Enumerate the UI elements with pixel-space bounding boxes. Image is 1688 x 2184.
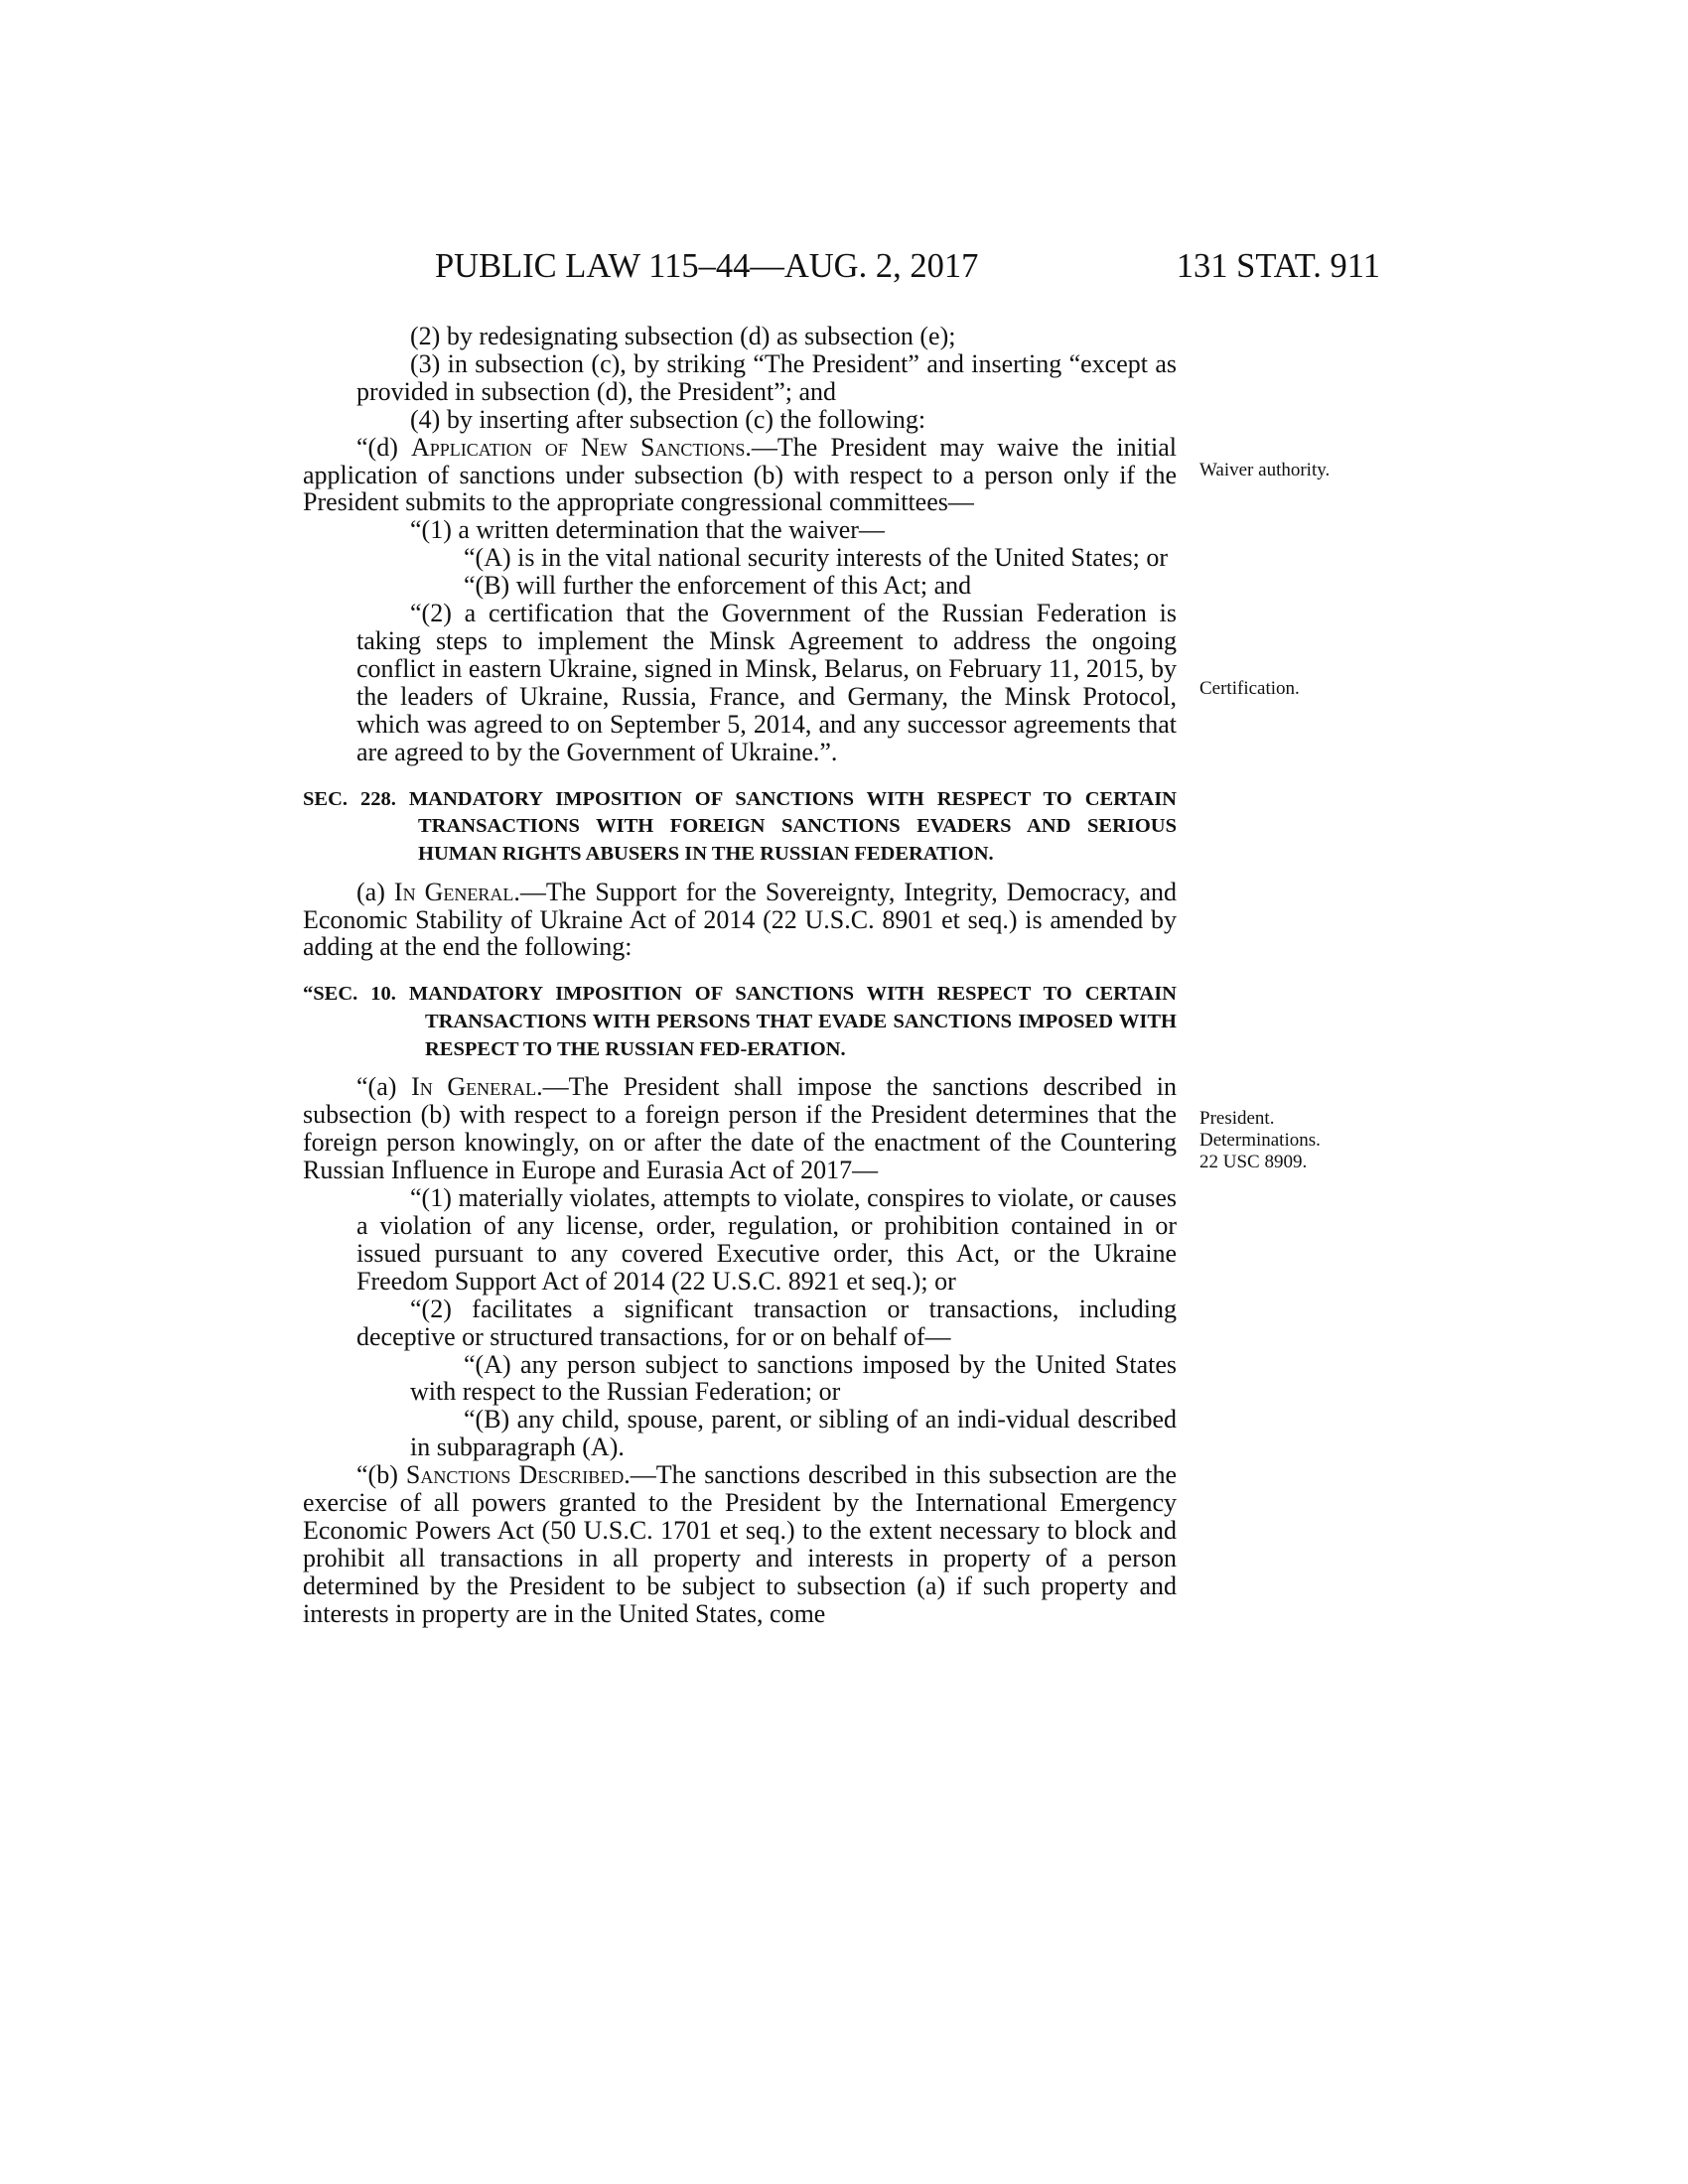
margin-note-president: President. [1199, 1108, 1275, 1129]
sec10-b-text: .—The sanctions described in this subsection are the exercise of all powers granted to the President by the International Emergency Economic Powers Act (50 U.S.C. 1701 et seq.) to the extent necessary to block and prohibit all transactions in all property and interests in property of a person determined by the President to be subject to subsection (a) if such property and interests in property are in the United States, come [303, 1460, 1177, 1628]
sec10-subparagraph-a: “(A) any person subject to sanctions imposed by the United States with respect to the Russian Federation; or [410, 1349, 1177, 1407]
running-header [298, 246, 1380, 286]
paragraph-d-1: “(1) a written determination that the waiver— [410, 515, 885, 545]
sec10-paragraph-2: “(2) facilitates a significant transaction or transactions, including deceptive or structured transactions, for or on behalf of— [356, 1294, 1177, 1351]
paragraph-3: (3) in subsection (c), by striking “The President” and inserting “except as provided in subsection (d), the President”; and [356, 348, 1177, 406]
paragraph-2: (2) by redesignating subsection (d) as subsection (e); [410, 322, 956, 350]
subsection-a-heading: In General [393, 877, 514, 906]
margin-note-certification: Certification. [1199, 678, 1300, 699]
section-228-subsection-a [303, 879, 1177, 962]
subsection-a-lead: (a) [356, 877, 394, 906]
subsection-a-text: .—The Support for the Sovereignty, Integrity, Democracy, and Economic Stability of Ukraine Act of 2014 (22 U.S.C. 8901 et seq.) is amended by adding at the end the following: [303, 877, 1177, 962]
public-law-title: PUBLIC LAW 115–44—AUG. 2, 2017 [435, 247, 979, 285]
paragraph-4: (4) by inserting after subsection (c) the following: [410, 404, 926, 434]
sec10-a-heading: In General [411, 1072, 537, 1102]
stat-page-number: 131 STAT. 911 [1176, 247, 1380, 285]
sec10-subparagraph-b: “(B) any child, spouse, parent, or sibling of an indi-vidual described in subparagraph (A). [410, 1405, 1177, 1462]
section-10-subsection-b [303, 1461, 1177, 1627]
section-228-heading: SEC. 228. MANDATORY IMPOSITION OF SANCTIONS WITH RESPECT TO CERTAIN TRANSACTIONS WITH FOREIGN SANCTIONS EVADERS AND SERIOUS HUMAN RIGHTS ABUSERS IN THE RUSSIAN FEDERATION. [303, 787, 1177, 865]
subsection-d [303, 434, 1177, 517]
subsection-d-lead: “(d) [356, 432, 411, 462]
sec10-a-lead: “(a) [356, 1072, 412, 1102]
subsection-d-heading: Application of New Sanctions [411, 432, 746, 462]
subparagraph-d-1-a: “(A) is in the vital national security interests of the United States; or [464, 543, 1169, 573]
paragraph-d-2: “(2) a certification that the Government of the Russian Federation is taking steps to implement the Minsk Agreement to address the ongoing conflict in eastern Ukraine, signed in Minsk, Belarus, on February 11, 2015, by the leaders of Ukraine, Russia, France, and Germany, the Minsk Protocol, which was agreed to on September 5, 2014, and any successor agreements that are agreed to by the Government of Ukraine.”. [356, 599, 1177, 766]
sec10-paragraph-1: “(1) materially violates, attempts to violate, conspires to violate, or causes a violation of any license, order, regulation, or prohibition contained in or issued pursuant to any covered Executive order, this Act, or the Ukraine Freedom Support Act of 2014 (22 U.S.C. 8921 et seq.); or [356, 1183, 1177, 1296]
margin-note-determinations: Determinations. [1199, 1130, 1321, 1151]
sec10-a-text: .—The President shall impose the sanctions described in subsection (b) with respect to a foreign person if the President determines that the foreign person knowingly, on or after the date of the enactment of the Countering Russian Influence in Europe and Eurasia Act of 2017— [303, 1072, 1177, 1185]
margin-note-usc: 22 USC 8909. [1199, 1152, 1308, 1172]
margin-note-waiver: Waiver authority. [1199, 460, 1331, 480]
section-10-subsection-a [303, 1073, 1177, 1184]
sec10-b-lead: “(b) [356, 1460, 406, 1490]
subsection-d-text: .—The President may waive the initial application of sanctions under subsection (b) with respect to a person only if the President submits to the appropriate congressional committees— [303, 432, 1177, 517]
subparagraph-d-1-b: “(B) will further the enforcement of this Act; and [464, 571, 972, 601]
section-10-heading: “SEC. 10. MANDATORY IMPOSITION OF SANCTIONS WITH RESPECT TO CERTAIN TRANSACTIONS WITH PERSONS THAT EVADE SANCTIONS IMPOSED WITH RESPECT TO THE RUSSIAN FED-ERATION. [303, 983, 1177, 1060]
statute-text [303, 323, 1177, 1628]
sec10-b-heading: Sanctions Described [405, 1460, 625, 1490]
